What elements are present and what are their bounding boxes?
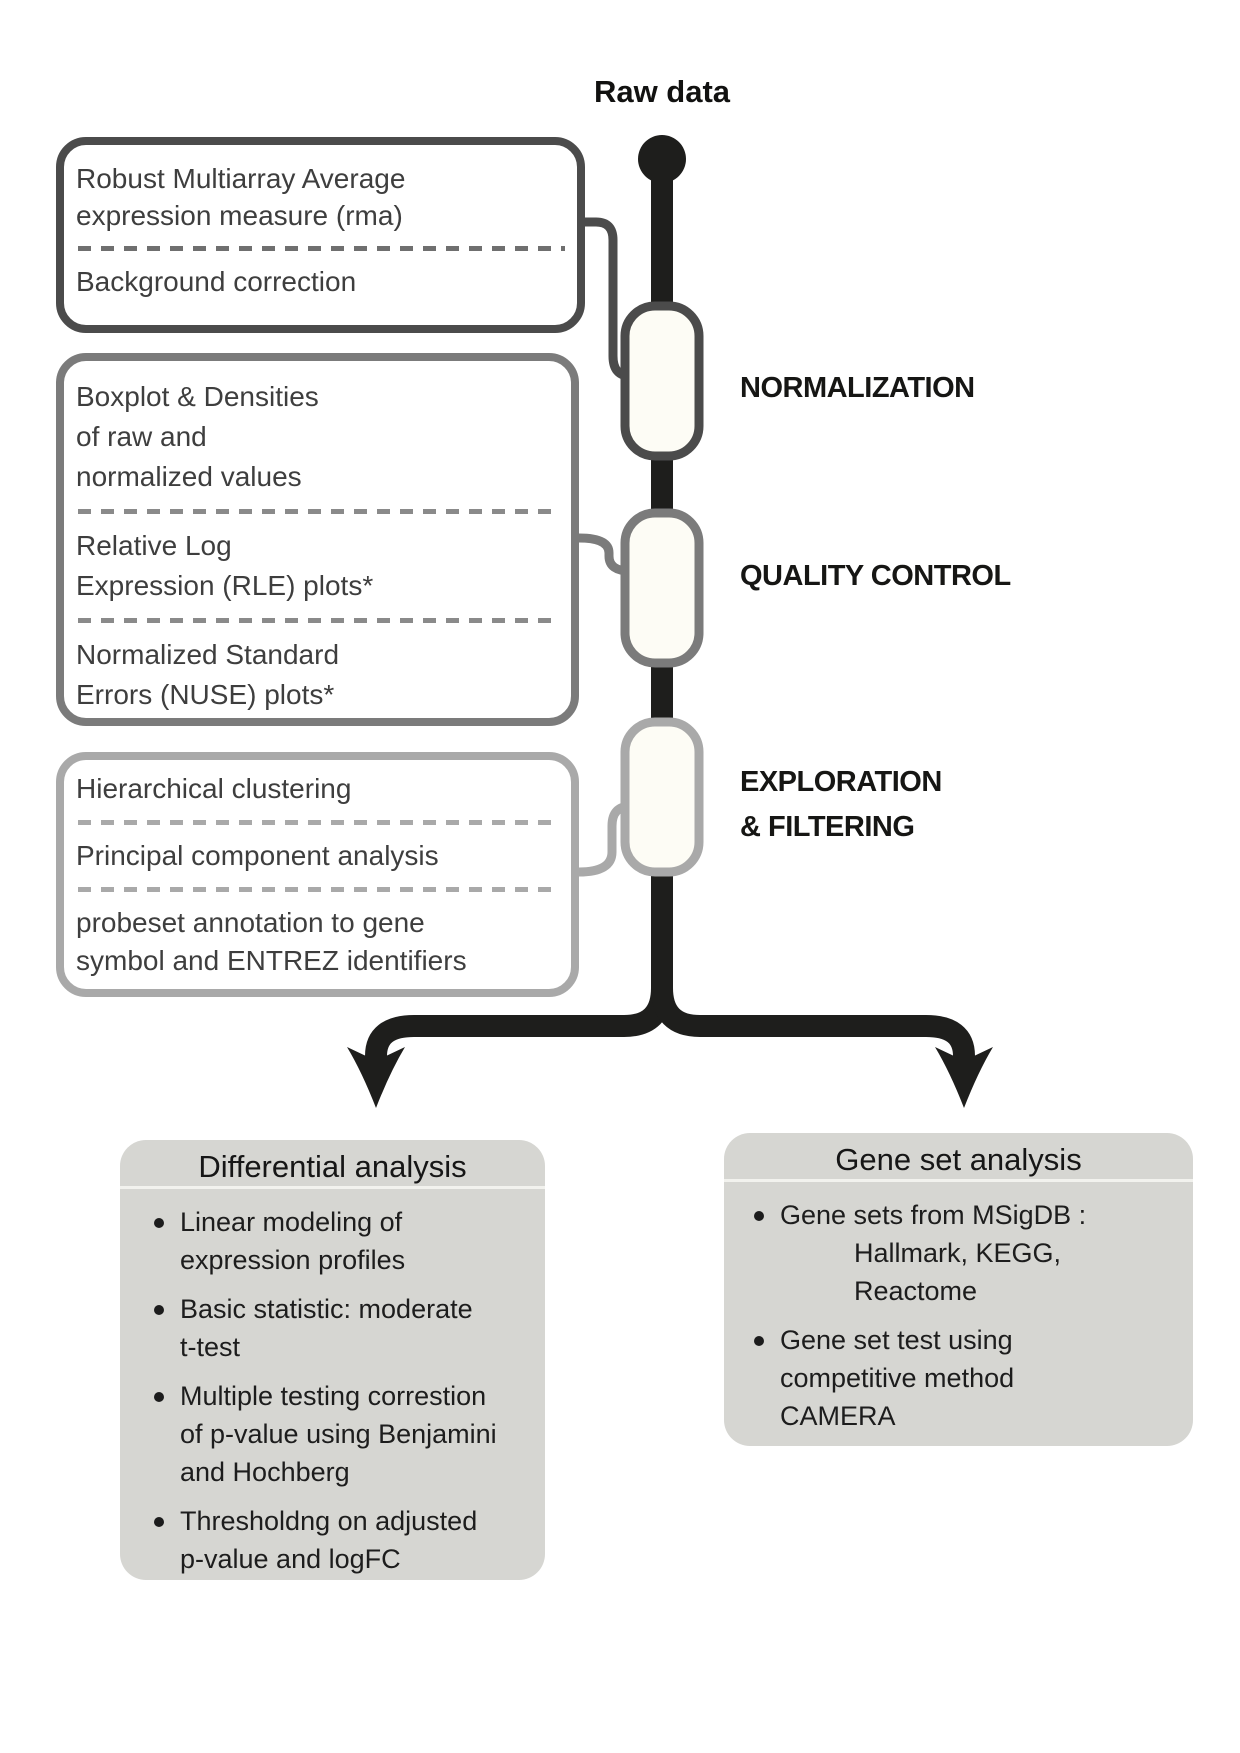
bullet-line: CAMERA [780,1401,896,1431]
exploration-box [56,752,579,997]
step-line: Background correction [76,266,357,297]
normalization-box [56,137,585,333]
dashed-divider [78,618,559,623]
stage-label-line: EXPLORATION [740,766,942,798]
raw-data-label: Raw data [593,74,731,109]
differential-analysis-list [120,1189,545,1578]
step-line: expression measure (rma) [76,200,403,231]
gene-set-analysis-title: Gene set analysis [724,1133,1193,1182]
quality-control-node [625,513,699,663]
bullet-line: of p-value using Benjamini [180,1419,497,1449]
bullet-dot-icon [754,1211,764,1221]
step-line: Principal component analysis [76,840,439,871]
bullet-line: and Hochberg [180,1457,350,1487]
list-item [154,1203,537,1279]
step-line: Normalized Standard [76,639,340,670]
bullet-line: Basic statistic: moderate [180,1294,473,1324]
dashed-divider [78,246,565,251]
step-line: Boxplot & Densities [76,381,319,412]
step-line: of raw and [76,421,207,452]
bullet-line: t-test [180,1332,241,1362]
step-line: probeset annotation to gene [76,907,425,938]
stage-label-exploration [740,760,942,850]
stage-label-line: & FILTERING [740,811,915,843]
bullet-dot-icon [154,1392,164,1402]
step-line: Hierarchical clustering [76,773,352,804]
bullet-dot-icon [154,1305,164,1315]
list-item [754,1321,1185,1435]
bullet-line: Gene sets from MSigDB : [780,1200,1087,1230]
step-line: Expression (RLE) plots* [76,570,374,601]
arrowhead-right-icon [935,1046,993,1108]
bullet-line: p-value and logFC [180,1544,401,1574]
bullet-line: expression profiles [180,1245,406,1275]
bullet-line: Multiple testing correstion [180,1381,487,1411]
differential-analysis-title: Differential analysis [120,1140,545,1189]
bullet-line: Gene set test using [780,1325,1013,1355]
bullet-dot-icon [154,1517,164,1527]
bullet-line: Reactome [854,1276,978,1306]
gene-set-analysis-list [724,1182,1193,1435]
bullet-line: Thresholdng on adjusted [180,1506,478,1536]
dashed-divider [78,509,559,514]
bullet-dot-icon [154,1218,164,1228]
bullet-line: competitive method [780,1363,1015,1393]
dashed-divider [78,820,559,825]
list-item [154,1502,537,1578]
differential-analysis-box [120,1140,545,1580]
bullet-dot-icon [754,1336,764,1346]
bullet-line: Linear modeling of [180,1207,403,1237]
step-line: Errors (NUSE) plots* [76,679,335,710]
step-line: symbol and ENTREZ identifiers [76,945,467,976]
normalization-node [625,306,699,456]
dashed-divider [78,887,559,892]
list-item [754,1196,1185,1310]
raw-data-dot-icon [638,135,686,183]
arrowhead-left-icon [347,1046,405,1108]
list-item [154,1377,537,1491]
fork-arm-right [662,950,964,1058]
gene-set-analysis-box [724,1133,1193,1446]
quality-control-box [56,353,579,726]
step-line: Relative Log [76,530,232,561]
list-item [154,1290,537,1366]
bullet-line: Hallmark, KEGG, [854,1238,1062,1268]
stage-label-quality-control: QUALITY CONTROL [740,560,1011,592]
step-line: normalized values [76,461,302,492]
exploration-node [625,722,699,872]
step-line: Robust Multiarray Average [76,163,406,194]
stage-label-normalization: NORMALIZATION [740,372,975,404]
